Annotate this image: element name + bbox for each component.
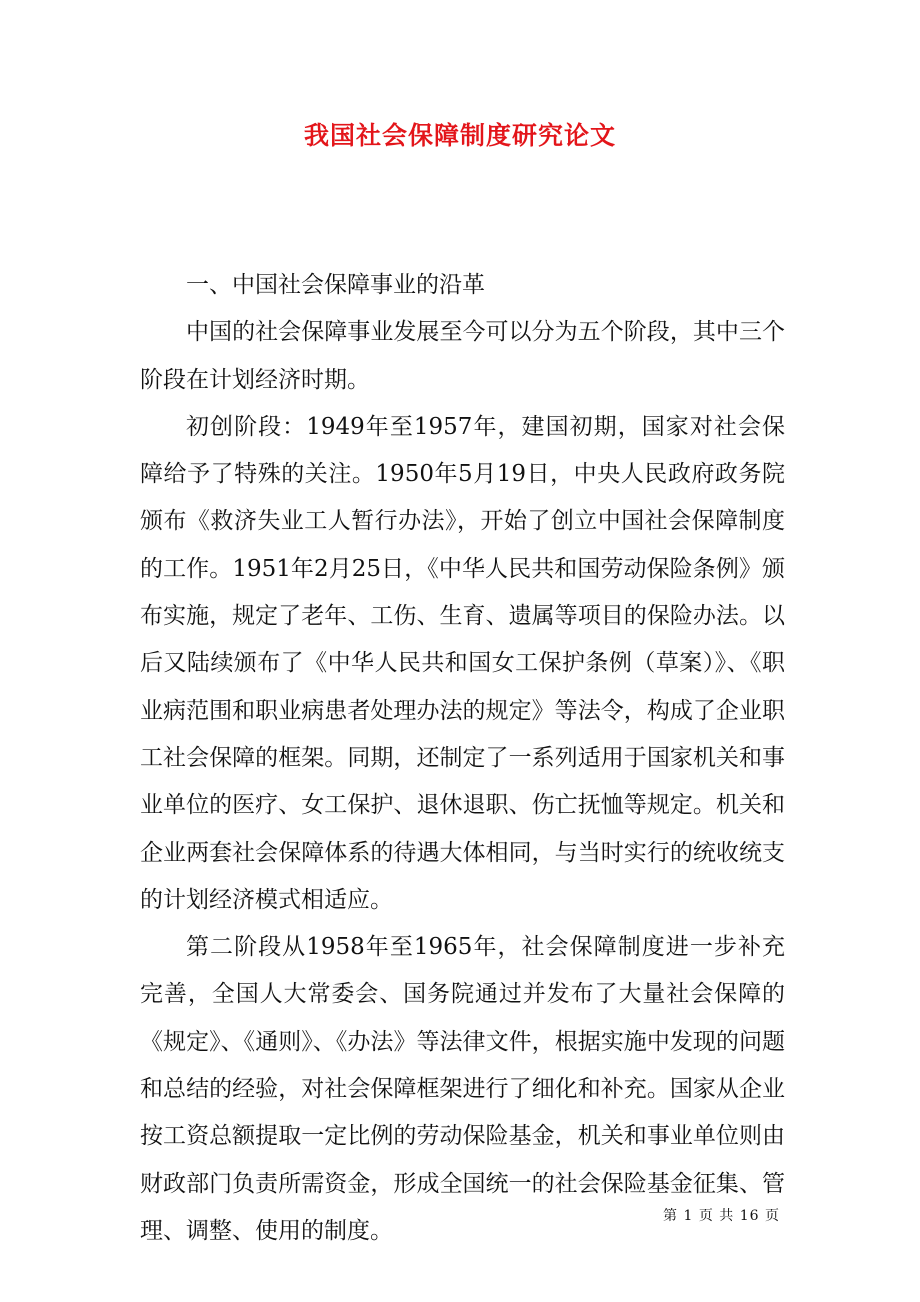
body-paragraph: 初创阶段：1949年至1957年，建国初期，国家对社会保障给予了特殊的关注。1950年5月19日，中央人民政府政务院颁布《救济失业工人暂行办法》，开始了创立中国社会保障制度的工作。1951年2月25日，《中华人民共和国劳动保险条例》颁布实施，规定了老年、工伤、生育、遗属等项目的保险办法。以后又陆续颁布了《中华人民共和国女工保护条例（草案）》、《职业病范围和职业病患者处理办法的规定》等法令，构成了企业职工社会保障的框架。同期，还制定了一系列适用于国家机关和事业单位的医疗、女工保护、退休退职、伤亡抚恤等规定。机关和企业两套社会保障体系的待遇大体相同，与当时实行的统收统支的计划经济模式相适应。 xyxy=(140,413,785,913)
document-body xyxy=(140,262,785,1255)
section-heading: 一、中国社会保障事业的沿革 xyxy=(186,272,485,298)
page-number: 第 1 页 共 16 页 xyxy=(663,1208,780,1224)
document-title: 我国社会保障制度研究论文 xyxy=(303,121,616,150)
body-paragraph: 中国的社会保障事业发展至今可以分为五个阶段，其中三个阶段在计划经济时期。 xyxy=(140,319,785,393)
body-paragraph: 第二阶段从1958年至1965年，社会保障制度进一步补充完善，全国人大常委会、国务院通过并发布了大量社会保障的《规定》、《通则》、《办法》等法律文件，根据实施中发现的问题和总结的经验，对社会保障框架进行了细化和补充。国家从企业按工资总额提取一定比例的劳动保险基金，机关和事业单位则由财政部门负责所需资金，形成全国统一的社会保险基金征集、管理、调整、使用的制度。 xyxy=(140,934,785,1244)
